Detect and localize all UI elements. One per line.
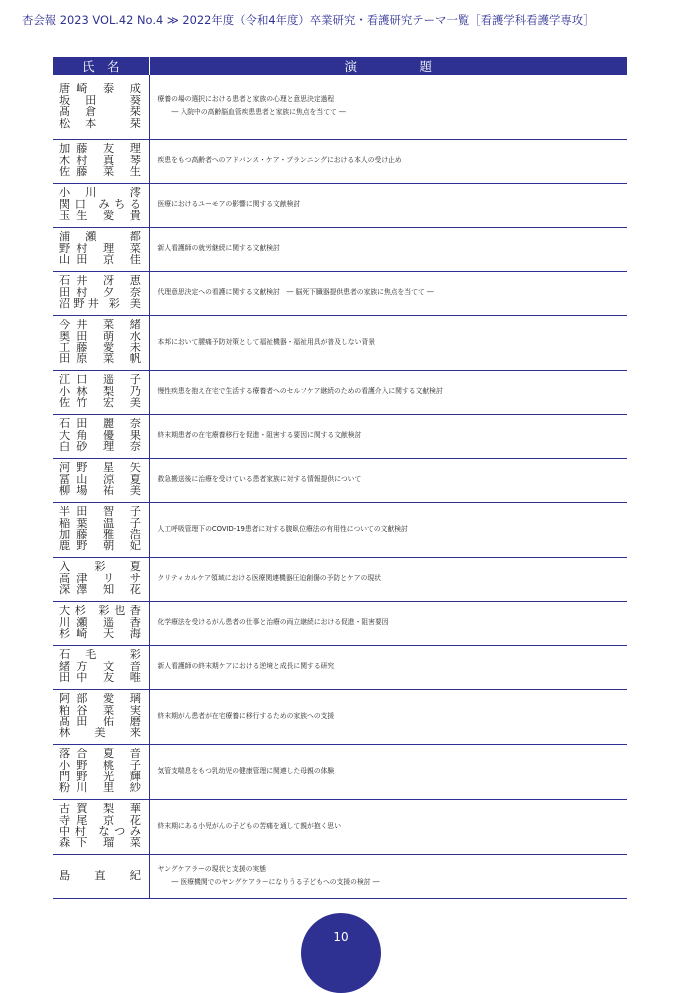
student-name: 大杉 彩也香 bbox=[59, 605, 141, 617]
student-name: 緒方 文 音 bbox=[59, 660, 141, 673]
research-title-cell bbox=[149, 370, 627, 414]
student-name: 野村 理 菜 bbox=[59, 242, 141, 255]
student-name: 奥田 萌 水 bbox=[59, 330, 141, 342]
column-header-title: 演 題 bbox=[149, 57, 627, 75]
student-names-cell bbox=[53, 601, 149, 645]
research-title-cell bbox=[149, 414, 627, 458]
student-names-cell bbox=[53, 75, 149, 139]
student-name: 大角 優 果 bbox=[59, 429, 141, 442]
student-name: 加藤 友 理 bbox=[59, 143, 141, 155]
table-row bbox=[53, 183, 627, 227]
student-name-list bbox=[53, 319, 149, 365]
research-subtitle: ― 医療機関でのヤングケアラーになりうる子どもへの支援の検討 ― bbox=[171, 877, 380, 886]
research-title: 療養の場の選択における患者と家族の心理と意思決定過程 bbox=[157, 95, 335, 104]
student-name: 沼野井 彩 美 bbox=[59, 298, 141, 310]
student-name: 深澤 知 花 bbox=[59, 584, 141, 596]
table-row bbox=[53, 645, 627, 689]
research-title-cell bbox=[149, 502, 627, 557]
student-name-list bbox=[53, 693, 149, 739]
research-title: 気管支喘息をもつ乳幼児の健康管理に関連した母親の体験 bbox=[157, 766, 335, 775]
research-title: 慢性疾患を抱え在宅で生活する療養者へのセルフケア継続のための看護介入に関する文献検討 bbox=[157, 387, 443, 395]
student-name: 冨山 涼 夏 bbox=[59, 473, 141, 486]
research-title: 人工呼吸管理下のCOVID-19患者に対する腹臥位療法の有用性についての文献検討 bbox=[157, 524, 408, 533]
student-name-list bbox=[53, 605, 149, 639]
student-name: 杉崎 天 海 bbox=[59, 628, 141, 640]
student-name: 粕谷 菜 実 bbox=[59, 704, 141, 716]
table-row bbox=[53, 370, 627, 414]
student-name: 中村 なつみ bbox=[59, 826, 141, 838]
student-name-list bbox=[53, 506, 149, 552]
research-title-cell bbox=[149, 601, 627, 645]
student-name: 工藤 愛 未 bbox=[59, 342, 141, 354]
table-row bbox=[53, 458, 627, 502]
table-row bbox=[53, 744, 627, 799]
research-title-cell bbox=[149, 227, 627, 271]
student-name-list bbox=[53, 143, 149, 177]
section-title: 2022年度（令和4年度）卒業研究・看護研究テーマ一覧［看護学科看護学専攻］ bbox=[182, 13, 595, 27]
student-name: 佐藤 菜 生 bbox=[59, 166, 141, 178]
student-names-cell bbox=[53, 557, 149, 601]
research-title-cell bbox=[149, 557, 627, 601]
table-row bbox=[53, 227, 627, 271]
table-row bbox=[53, 139, 627, 183]
student-names-cell bbox=[53, 689, 149, 744]
research-title: 終末期患者の在宅療養移行を促進・阻害する要因に関する文献検討 bbox=[157, 431, 362, 439]
student-names-cell bbox=[53, 744, 149, 799]
page-number-badge bbox=[301, 913, 381, 993]
table-row bbox=[53, 502, 627, 557]
student-name-list bbox=[53, 561, 149, 595]
student-name: 加藤 雅 浩 bbox=[59, 529, 141, 541]
student-name: 唐崎 泰 成 bbox=[59, 83, 141, 95]
research-title: ヤングケアラーの現状と支援の実態 bbox=[157, 864, 267, 873]
research-title-cell bbox=[149, 854, 627, 898]
research-theme-table bbox=[53, 57, 627, 899]
student-names-cell bbox=[53, 458, 149, 502]
table-row bbox=[53, 414, 627, 458]
student-name-list bbox=[53, 462, 149, 496]
student-names-cell bbox=[53, 183, 149, 227]
research-title: 終末期にある小児がんの子どもの苦痛を通して親が抱く思い bbox=[157, 821, 342, 830]
student-name: 古賀 梨 華 bbox=[59, 803, 141, 815]
page-number: 10 bbox=[333, 930, 349, 944]
student-names-cell bbox=[53, 414, 149, 458]
student-name: 玉生 愛 貴 bbox=[59, 210, 141, 222]
research-title-cell bbox=[149, 271, 627, 315]
research-title: 化学療法を受けるがん患者の仕事と治療の両立継続における促進・阻害要因 bbox=[157, 618, 389, 626]
student-name: 江口 遥 子 bbox=[59, 374, 141, 386]
student-name: 浦瀬 都 bbox=[59, 231, 141, 243]
student-names-cell bbox=[53, 645, 149, 689]
research-title: 終末期がん患者が在宅療養に移行するための家族への支援 bbox=[157, 711, 335, 720]
table-header-row bbox=[53, 57, 627, 75]
student-name: 森下 瑠 菜 bbox=[59, 837, 141, 849]
research-title-cell bbox=[149, 458, 627, 502]
table-row bbox=[53, 75, 627, 139]
student-name: 木村 真 琴 bbox=[59, 154, 141, 167]
student-names-cell bbox=[53, 854, 149, 898]
student-name-list bbox=[53, 231, 149, 265]
student-name: 河野 星 矢 bbox=[59, 462, 141, 474]
student-name: 半田 智 子 bbox=[59, 506, 141, 518]
student-name: 田村 夕 奈 bbox=[59, 286, 141, 299]
student-name: 柳場 祐 美 bbox=[59, 485, 141, 497]
table-row bbox=[53, 315, 627, 370]
table-row bbox=[53, 601, 627, 645]
research-title: 医療におけるユーモアの影響に関する文献検討 bbox=[157, 200, 301, 208]
student-name: 門野 光 輝 bbox=[59, 771, 141, 783]
research-title: 救急搬送後に治療を受けている患者家族に対する情報提供について bbox=[157, 475, 362, 483]
research-title: クリティカルケア領域における医療関連機器圧迫創傷の予防とケアの現状 bbox=[157, 574, 381, 582]
student-name-list bbox=[53, 275, 149, 309]
student-name: 鹿野 朝 妃 bbox=[59, 540, 141, 552]
research-title-cell bbox=[149, 689, 627, 744]
student-name-list bbox=[53, 83, 149, 129]
student-names-cell bbox=[53, 799, 149, 854]
student-names-cell bbox=[53, 502, 149, 557]
research-title-cell bbox=[149, 139, 627, 183]
research-title-cell bbox=[149, 744, 627, 799]
student-name-list bbox=[53, 748, 149, 794]
student-name: 田中 友 唯 bbox=[59, 672, 141, 684]
student-name-list bbox=[53, 649, 149, 683]
student-name: 石井 冴 恵 bbox=[59, 275, 141, 287]
student-name: 山田 京 佳 bbox=[59, 254, 141, 266]
research-title: 新人看護師の終末期ケアにおける逆境と成長に関する研究 bbox=[157, 662, 335, 670]
student-names-cell bbox=[53, 139, 149, 183]
student-name: 小林 梨 乃 bbox=[59, 385, 141, 398]
student-name: 松本 栞 bbox=[59, 117, 141, 130]
research-title-cell bbox=[149, 315, 627, 370]
student-name: 阿部 愛 璃 bbox=[59, 693, 141, 705]
page-header bbox=[22, 12, 662, 28]
student-name: 稲葉 温 子 bbox=[59, 517, 141, 529]
table-row bbox=[53, 854, 627, 898]
table-body bbox=[53, 75, 627, 898]
research-title-cell bbox=[149, 183, 627, 227]
student-name: 石田 麗 奈 bbox=[59, 418, 141, 430]
research-title: 代理意思決定への看護に関する文献検討 ― 脳死下臓器提供患者の家族に焦点を当てて ― bbox=[157, 288, 434, 296]
table-row bbox=[53, 271, 627, 315]
student-name: 落合 夏 音 bbox=[59, 748, 141, 760]
student-name: 寺尾 京 花 bbox=[59, 814, 141, 826]
research-title: 本邦において腰痛予防対策として福祉機器・福祉用具が普及しない背景 bbox=[157, 337, 375, 346]
student-names-cell bbox=[53, 227, 149, 271]
student-name: 林 美 来 bbox=[59, 727, 141, 739]
student-name-list bbox=[53, 803, 149, 849]
research-title-cell bbox=[149, 645, 627, 689]
student-name: 粉川 里 紗 bbox=[59, 782, 141, 794]
research-title-cell bbox=[149, 799, 627, 854]
student-name: 坂田 葵 bbox=[59, 94, 141, 107]
student-name: 入 彩 夏 bbox=[59, 561, 141, 573]
table-row bbox=[53, 799, 627, 854]
student-name-list bbox=[53, 418, 149, 452]
student-name: 髙田 佑 磨 bbox=[59, 716, 141, 728]
research-title: 疾患をもつ高齢者へのアドバンス・ケア・プランニングにおける本人の受け止め bbox=[157, 156, 402, 164]
student-name-list bbox=[53, 870, 149, 881]
student-name: 佐竹 宏 美 bbox=[59, 397, 141, 409]
header-separator: ≫ bbox=[166, 13, 179, 27]
student-name: 白砂 理 奈 bbox=[59, 441, 141, 453]
research-title: 新人看護師の就労継続に関する文献検討 bbox=[157, 244, 280, 252]
student-name: 田原 菜 帆 bbox=[59, 353, 141, 365]
student-name: 高津 リ サ bbox=[59, 572, 141, 585]
student-name: 川瀬 遥 香 bbox=[59, 616, 141, 629]
column-header-names: 氏 名 bbox=[53, 57, 149, 75]
student-name: 関口 みちる bbox=[59, 198, 141, 211]
student-names-cell bbox=[53, 315, 149, 370]
student-name: 今井 菜 緒 bbox=[59, 319, 141, 331]
student-name: 小野 桃 子 bbox=[59, 759, 141, 771]
student-name: 石毛 彩 bbox=[59, 649, 141, 661]
table-row bbox=[53, 557, 627, 601]
table-row bbox=[53, 689, 627, 744]
journal-name: 杏会報 2023 VOL.42 No.4 bbox=[22, 13, 164, 27]
research-title-cell bbox=[149, 75, 627, 139]
student-name-list bbox=[53, 374, 149, 408]
student-name: 島 直 紀 bbox=[59, 869, 141, 882]
student-name: 髙倉 栞 bbox=[59, 106, 141, 118]
student-name-list bbox=[53, 187, 149, 221]
student-names-cell bbox=[53, 370, 149, 414]
student-name: 小川 澪 bbox=[59, 187, 141, 199]
student-names-cell bbox=[53, 271, 149, 315]
research-subtitle: ― 入院中の高齢脳血管疾患患者と家族に焦点を当てて ― bbox=[171, 108, 346, 117]
